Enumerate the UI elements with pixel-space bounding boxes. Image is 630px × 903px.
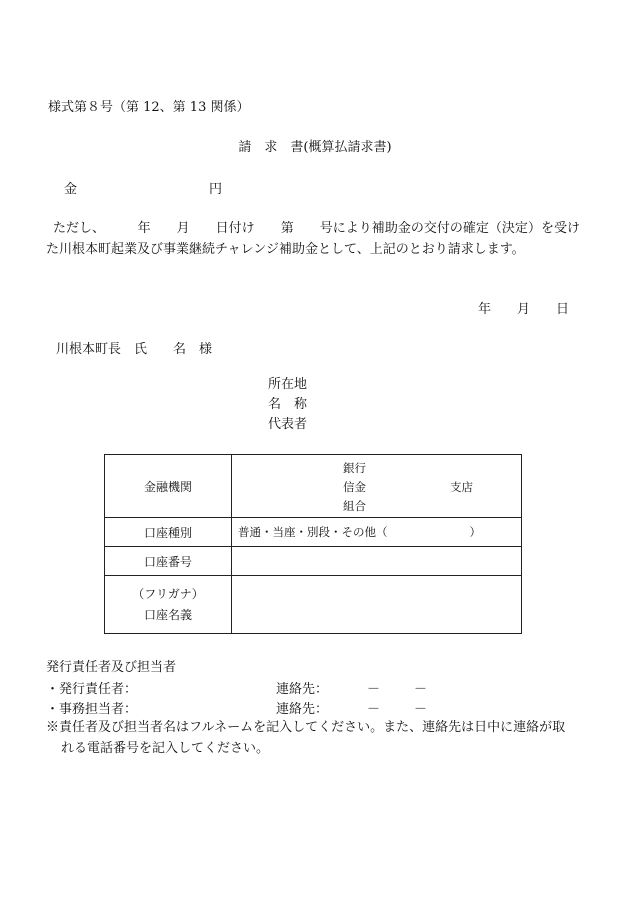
note-line-1: ※責任者及び担当者名はフルネームを記入してください。また、連絡先は日中に連絡が取 [46,720,566,735]
institution-type-kumiai: 組合 [343,499,366,513]
responsible-heading: 発行責任者及び担当者 [46,660,177,675]
staff-label: ・事務担当者： [46,702,138,717]
note-line-2: れる電話番号を記入してください。 [61,741,270,756]
applicant-address-label: 所在地 [268,377,308,392]
institution-type-bank: 銀行 [343,461,366,475]
date-line: 年 月 日 [478,302,570,317]
branch-label: 支店 [450,480,473,494]
account-name-label: 口座名義 [143,607,192,622]
table-row [105,455,522,518]
applicant-rep-label: 代表者 [268,417,308,432]
note [46,717,580,759]
amount-prefix: 金 [64,182,78,197]
document-title: 請 求 書(概算払請求書) [238,140,392,155]
account-number-label: 口座番号 [105,547,232,576]
staff-contact-label: 連絡先： [276,702,329,717]
table-row [105,518,522,547]
institution-label: 金融機関 [105,455,232,518]
account-type-close: ） [469,525,481,539]
account-number-field [232,547,522,576]
issuer-dash-2: － [414,682,428,697]
account-type-options [232,518,522,547]
staff-dash-1: － [367,702,381,717]
institution-field [232,455,522,518]
issuer-label: ・発行責任者： [46,682,138,697]
account-name-label-cell [105,576,232,634]
institution-type-shinkin: 信金 [343,480,366,494]
addressee: 川根本町長 氏 名 様 [56,342,213,357]
account-name-field [232,576,522,634]
account-type-options-text: 普通・当座・別段・その他（ [238,525,388,539]
furigana-label: （フリガナ） [132,586,204,601]
form-number: 様式第８号（第 12、第 13 関係） [48,100,250,115]
institution-type-list [343,459,366,516]
applicant-name-label: 名 称 [268,397,308,412]
bank-account-table [104,454,522,634]
account-type-label: 口座種別 [105,518,232,547]
table-row [105,547,522,576]
issuer-contact-label: 連絡先： [276,682,329,697]
body-paragraph: ただし、 年 月 日付け 第 号により補助金の交付の確定（決定）を受けた川根本町起業及び事業継続チャレンジ補助金として、上記のとおり請求します。 [46,221,580,257]
table-row [105,576,522,634]
staff-dash-2: － [414,702,428,717]
amount-unit: 円 [209,182,223,197]
issuer-dash-1: － [367,682,381,697]
